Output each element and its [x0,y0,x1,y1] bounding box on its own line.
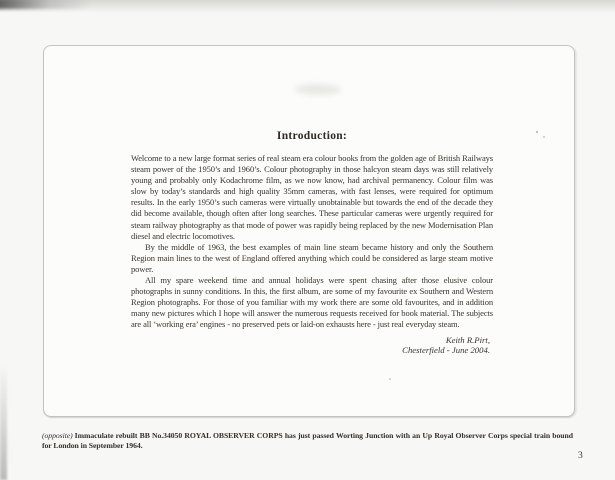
print-speck [536,131,538,133]
page-title: Introduction: [276,130,348,142]
print-speck [543,136,545,138]
paragraph: Welcome to a new large format series of real steam era colour books from the golden age of British Railways steam power of the 1950’s and 1960’s. Colour photography in those halcyon steam days was still relatively young and probably only Kodachrome film, as we now know, had archival permanency. Colour film was slow by today’s standards and high quality 35mm cameras, with fast lenses, were required for optimum results. In the early 1950’s such cameras were virtually unobtainable but towards the end of the decade they did become available, though often after long searches. These particular cameras were urgently required for steam railway photography as that mode of power was rapidly being replaced by the new Modernisation Plan diesel and electric locomotives. [131,153,493,241]
page-number: 3 [578,451,583,461]
paragraph: By the middle of 1963, the best examples of main line steam became history and only the Southern Region main lines to the west of England offered anything which could be considered as large steam motive power. [131,241,493,274]
printed-page-frame [43,45,575,417]
signature-place-date: Chesterfield - June 2004. [402,345,490,356]
signature-name: Keith R.Pirt, [445,334,490,345]
caption-text: Immaculate rebuilt BB No.34050 ROYAL OBSERVER CORPS has just passed Worting Junction with an Up Royal Observer Corps special train bound for London in September 1964. [42,431,573,450]
scan-shadow-left-bottom [0,365,7,480]
photo-caption [42,431,573,451]
author-signature [131,335,493,356]
introduction-body [131,153,493,331]
print-speck [389,378,391,380]
scan-shadow-top [0,0,615,13]
page-content [131,129,493,356]
scan-smudge [295,84,341,95]
scan-shadow-top-left [0,0,92,9]
paragraph: All my spare weekend time and annual holidays were spent chasing after those elusive colour photographs in sunny conditions. In this, the first album, are some of my favourite ex Southern and Western Region photographs. For those of you familiar with my work there are some old favourites, and in addition many new pictures which I hope will answer the numerous requests received for book material. The subjects are all ‘working era’ engines - no preserved pets or laid-on exhausts here - just real everyday steam. [131,275,493,330]
caption-opposite-label: (opposite) [42,431,73,440]
